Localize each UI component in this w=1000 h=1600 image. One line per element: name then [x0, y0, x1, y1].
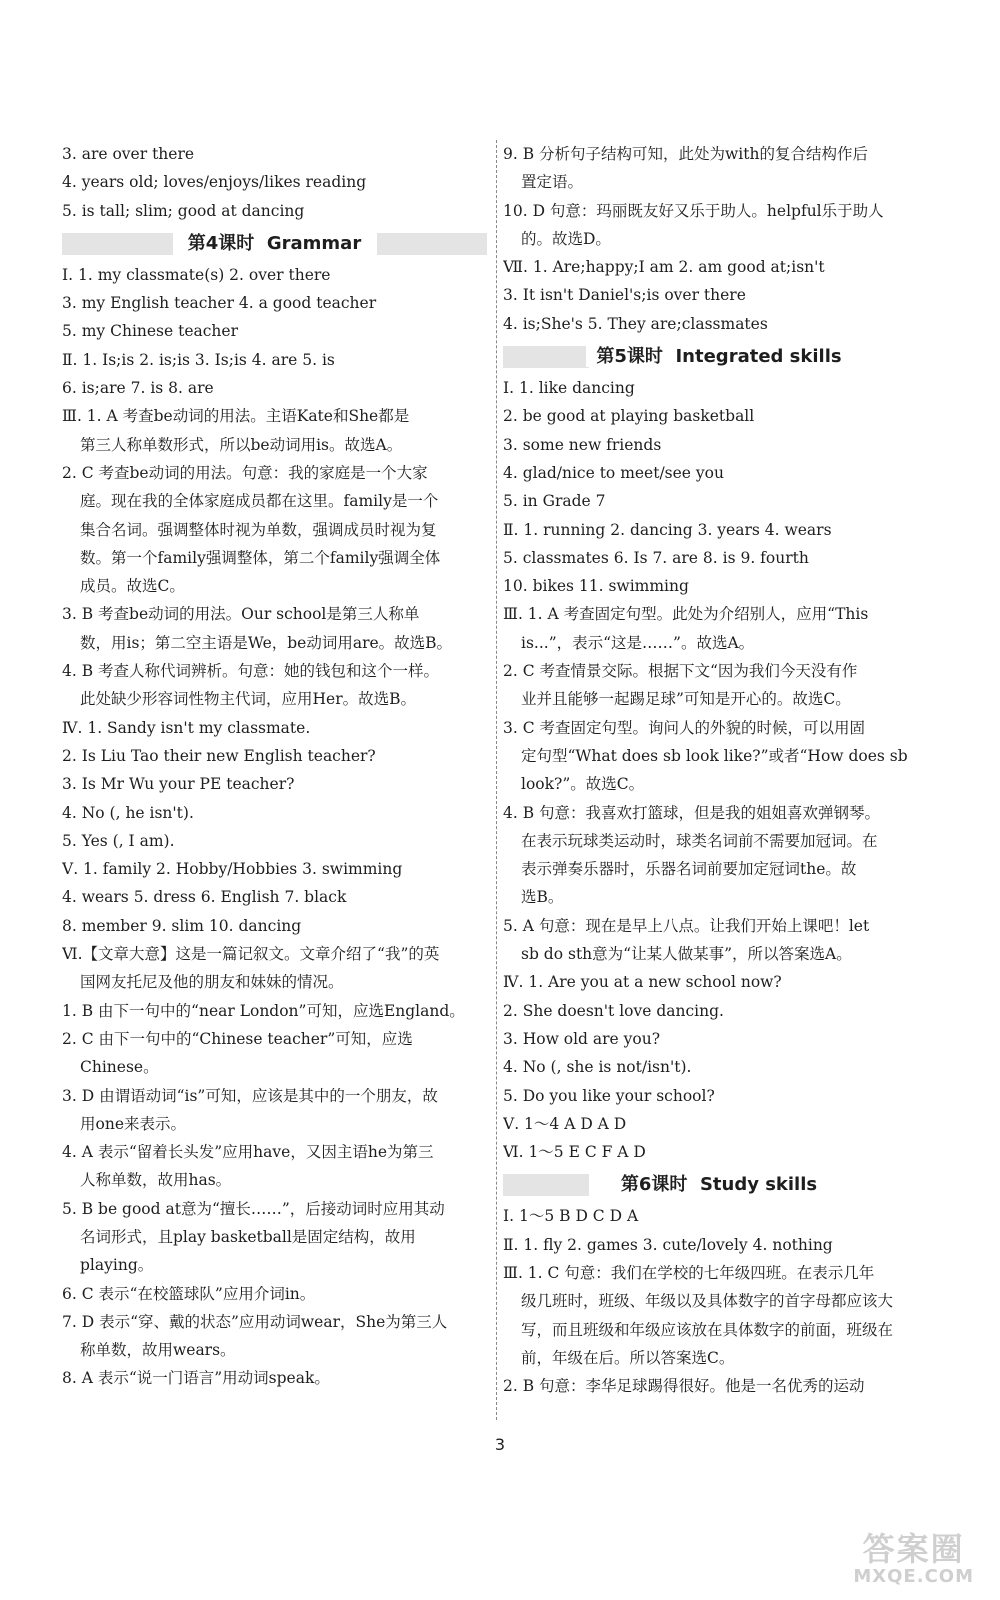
answer-line: 1. B 由下一句中的“near London”可知，应选England。 [62, 1001, 465, 1020]
answer-line: 4. glad/nice to meet/see you [503, 463, 724, 482]
column-divider [496, 140, 497, 1420]
answer-line: playing。 [80, 1256, 154, 1275]
lesson-4-header [62, 227, 487, 261]
answer-line: Ⅴ. 1. family 2. Hobby/Hobbies 3. swimming [62, 860, 403, 879]
answer-line: 数。第一个family强调整体，第二个family强调全体 [80, 548, 441, 567]
header-decor-bar [503, 346, 589, 368]
answer-line: Ⅵ. 1～5 E C F A D [503, 1143, 646, 1162]
answer-line: 10. D 句意：玛丽既友好又乐于助人。helpful乐于助人 [503, 201, 884, 220]
answer-line: Ⅰ. 1. like dancing [503, 379, 635, 398]
watermark-line1: 答案圈 [862, 1530, 965, 1568]
answer-line: 5. A 句意：现在是早上八点。让我们开始上课吧！let [503, 916, 870, 935]
answer-line: 2. B 句意：李华足球踢得很好。他是一名优秀的运动 [503, 1377, 865, 1396]
answer-line: 6. is;are 7. is 8. are [62, 379, 214, 398]
answer-line: 称单数，故用wears。 [80, 1341, 236, 1360]
lesson-6-header [503, 1168, 935, 1202]
answer-line: 4. B 句意：我喜欢打篮球，但是我的姐姐喜欢弹钢琴。 [503, 803, 881, 822]
answer-line: 3. are over there [62, 145, 195, 163]
answer-line: 定句型“What does sb look like?”或者“How does sb [521, 746, 908, 765]
answer-line: Ⅳ. 1. Are you at a new school now? [503, 973, 782, 992]
answer-line: 8. member 9. slim 10. dancing [62, 916, 302, 935]
answer-line: 3. my English teacher 4. a good teacher [62, 294, 377, 313]
answer-line: 业并且能够一起踢足球”可知是开心的。故选C。 [521, 690, 851, 709]
answer-line: 2. C 由下一句中的“Chinese teacher”可知，应选 [62, 1029, 413, 1048]
header-decor-bar [377, 233, 488, 255]
answer-line: 在表示玩球类运动时，球类名词前不需要加冠词。在 [521, 831, 878, 850]
answer-line: Ⅲ. 1. A 考查固定句型。此处为介绍别人，应用“This [503, 605, 869, 624]
answer-line: Ⅲ. 1. A 考查be动词的用法。主语Kate和She都是 [62, 407, 410, 426]
answer-line: Ⅱ. 1. running 2. dancing 3. years 4. wears [503, 520, 832, 539]
answer-line: 3. It isn't Daniel's;is over there [503, 286, 746, 305]
answer-line: Ⅳ. 1. Sandy isn't my classmate. [62, 718, 311, 737]
answer-line: 前，年级在后。所以答案选C。 [521, 1348, 735, 1367]
answer-line: 表示弹奏乐器时，乐器名词前要加定冠词the。故 [521, 860, 857, 879]
header-decor-bar [503, 1174, 589, 1196]
answer-line: 级几班时，班级、年级以及具体数字的首字母都应该大 [521, 1292, 894, 1311]
answer-line: 6. C 表示“在校篮球队”应用介词in。 [62, 1284, 316, 1303]
lesson-6-title: 第6课时 Study skills [611, 1174, 827, 1195]
answer-line: 2. Is Liu Tao their new English teacher? [62, 746, 376, 765]
answer-line: Ⅲ. 1. C 句意：我们在学校的七年级四班。在表示几年 [503, 1263, 875, 1282]
answer-line: 5. Yes (, I am). [62, 831, 175, 850]
lesson-5-header [503, 340, 935, 374]
answer-line: 5. is tall; slim; good at dancing [62, 201, 305, 220]
answer-line: 4. No (, he isn't). [62, 803, 194, 822]
answer-line: 4. wears 5. dress 6. English 7. black [62, 888, 347, 907]
answer-line: Ⅱ. 1. fly 2. games 3. cute/lovely 4. nothing [503, 1235, 833, 1254]
answer-line: Ⅶ. 1. Are;happy;I am 2. am good at;isn't [503, 258, 825, 277]
page-number: 3 [494, 1435, 506, 1454]
answer-line: 7. D 表示“穿、戴的状态”应用动词wear，She为第三人 [62, 1312, 448, 1331]
header-decor-bar [62, 233, 173, 255]
answer-line: 5. B be good at意为“擅长……”，后接动词时应用其动 [62, 1199, 445, 1218]
answer-line: 3. How old are you? [503, 1029, 661, 1048]
answer-line: 4. B 考查人称代词辨析。句意：她的钱包和这个一样。 [62, 662, 440, 681]
answer-line: Chinese。 [80, 1058, 159, 1077]
answer-line: 3. Is Mr Wu your PE teacher? [62, 775, 295, 794]
answer-line: Ⅴ. 1～4 A D A D [503, 1114, 627, 1133]
answer-line: Ⅱ. 1. Is;is 2. is;is 3. Is;is 4. are 5. is [62, 350, 335, 369]
answer-line: Ⅰ. 1. my classmate(s) 2. over there [62, 265, 331, 284]
answer-line: 2. be good at playing basketball [503, 407, 755, 426]
answer-line: 此处缺少形容词性物主代词，应用Her。故选B。 [80, 690, 416, 709]
answer-line: 4. is;She's 5. They are;classmates [503, 314, 768, 333]
answer-line: 的。故选D。 [521, 229, 611, 248]
answer-line: 2. C 考查be动词的用法。句意：我的家庭是一个大家 [62, 463, 428, 482]
watermark-line2: MXQE.COM [853, 1566, 974, 1588]
answer-line: 3. B 考查be动词的用法。Our school是第三人称单 [62, 605, 420, 624]
answer-line: 4. years old; loves/enjoys/likes reading [62, 173, 367, 192]
answer-line: 10. bikes 11. swimming [503, 577, 689, 596]
watermark-logo [853, 1532, 974, 1587]
answer-line: 成员。故选C。 [80, 577, 185, 596]
answer-line: Ⅰ. 1～5 B D C D A [503, 1207, 639, 1226]
right-column [503, 140, 935, 1400]
answer-line: 国网友托尼及他的朋友和妹妹的情况。 [80, 973, 344, 992]
answer-line: 4. A 表示“留着长头发”应用have，又因主语he为第三 [62, 1143, 434, 1162]
answer-line: Ⅵ.【文章大意】这是一篇记叙文。文章介绍了“我”的英 [62, 945, 440, 964]
answer-line: 9. B 分析句子结构可知，此处为with的复合结构作后 [503, 145, 868, 163]
answer-line: 5. classmates 6. Is 7. are 8. is 9. fourth [503, 548, 809, 567]
answer-line: 3. C 考查固定句型。询问人的外貌的时候，可以用固 [503, 718, 866, 737]
answer-line: 4. No (, she is not/isn't). [503, 1058, 692, 1077]
answer-line: 5. my Chinese teacher [62, 322, 238, 341]
answer-line: 2. C 考查情景交际。根据下文“因为我们今天没有作 [503, 662, 858, 681]
answer-line: look?”。故选C。 [521, 775, 645, 794]
answer-line: 5. in Grade 7 [503, 492, 606, 511]
lesson-5-title: 第5课时 Integrated skills [586, 346, 851, 367]
answer-line: 3. D 由谓语动词“is”可知，应该是其中的一个朋友，故 [62, 1086, 438, 1105]
answer-line: 名词形式，且play basketball是固定结构，故用 [80, 1227, 416, 1246]
answer-line: 置定语。 [521, 173, 584, 192]
answer-line: 庭。现在我的全体家庭成员都在这里。family是一个 [80, 492, 439, 511]
left-column [62, 140, 487, 1393]
answer-line: 集合名词。强调整体时视为单数，强调成员时视为复 [80, 520, 437, 539]
answer-line: is...”，表示“这是……”。故选A。 [521, 633, 755, 652]
answer-line: sb do sth意为“让某人做某事”，所以答案选A。 [521, 945, 852, 964]
answer-line: 选B。 [521, 888, 564, 907]
answer-line: 2. She doesn't love dancing. [503, 1001, 724, 1020]
answer-line: 8. A 表示“说一门语言”用动词speak。 [62, 1369, 330, 1388]
answer-line: 3. some new friends [503, 435, 662, 454]
answer-line: 数，用is；第二空主语是We，be动词用are。故选B。 [80, 633, 453, 652]
answer-line: 写，而且班级和年级应该放在具体数字的前面，班级在 [521, 1320, 894, 1339]
answer-line: 用one来表示。 [80, 1114, 186, 1133]
answer-line: 5. Do you like your school? [503, 1086, 715, 1105]
lesson-4-title: 第4课时 Grammar [178, 233, 371, 254]
answer-line: 第三人称单数形式，所以be动词用is。故选A。 [80, 435, 403, 454]
answer-line: 人称单数，故用has。 [80, 1171, 232, 1190]
